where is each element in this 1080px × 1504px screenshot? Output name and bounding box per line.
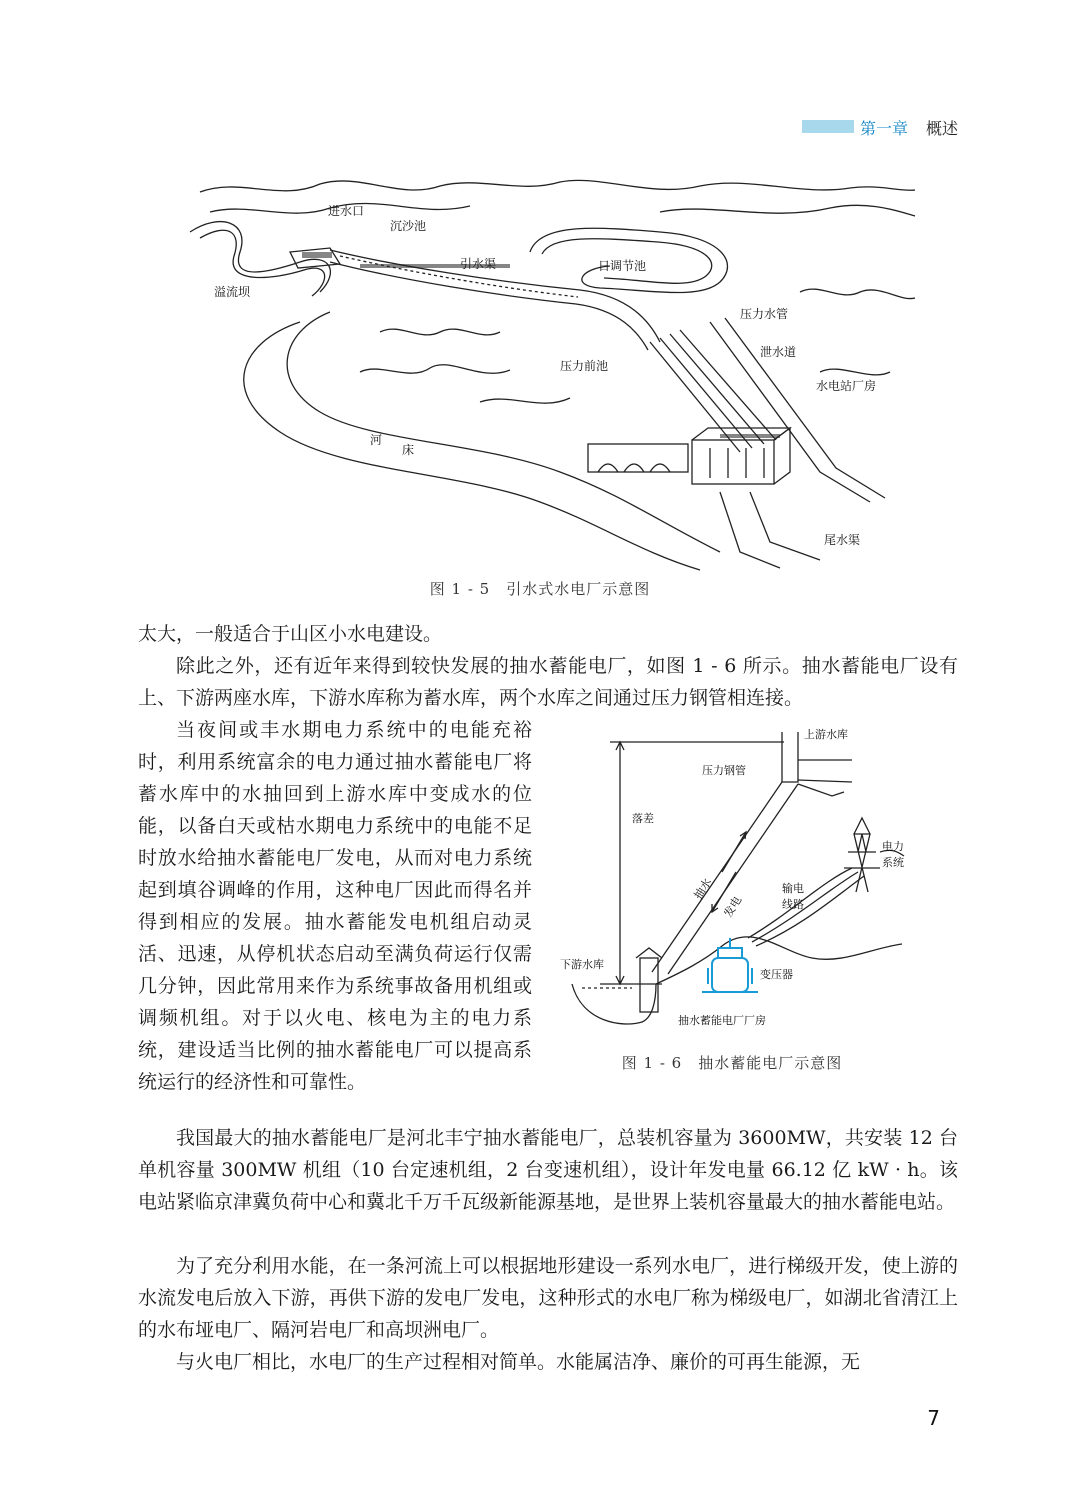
label-settling-basin: 沉沙池 [390, 219, 427, 233]
figure-pumped-storage-plant [552, 722, 912, 1042]
label-head: 落差 [632, 812, 654, 825]
label-generating: 发电 [721, 894, 745, 920]
pumped-storage-illustration [552, 722, 912, 1042]
label-daily-regulating-pond: 日调节池 [598, 259, 647, 273]
paragraph-3: 当夜间或丰水期电力系统中的电能充裕时，利用系统富余的电力通过抽水蓄能电厂将蓄水库中的水抽回到上游水库中变成水的位能，以备白天或枯水期电力系统中的电能不足时放水给抽水蓄能电厂发电，从而对电力系统起到填谷调峰的作用，这种电厂因此而得名并得到相应的发展。抽水蓄能发电机组启动灵活、迅速，从停机状态启动至满负荷运行仅需几分钟，因此常用来作为系统事故备用机组或调频机组。对于以火电、核电为主的电力系统，建设适当比例的抽水蓄能电厂可以提高系统运行的经济性和可靠性。 [138, 719, 532, 1093]
header-accent-bar [802, 120, 854, 133]
label-power-system-2: 系统 [882, 856, 904, 869]
label-lower-reservoir: 下游水库 [560, 958, 604, 971]
label-powerhouse: 水电站厂房 [816, 379, 877, 393]
diversion-plant-illustration [180, 172, 920, 572]
label-powerhouse-storage: 抽水蓄能电厂厂房 [678, 1014, 766, 1027]
paragraph-5: 为了充分利用水能，在一条河流上可以根据地形建设一系列水电厂，进行梯级开发，使上游的水流发电后放入下游，再供下游的发电厂发电，这种形式的水电厂称为梯级电厂，如湖北省清江上的水布垭电厂、隔河岩电厂和高坝洲电厂。 [138, 1255, 958, 1341]
paragraph-4: 我国最大的抽水蓄能电厂是河北丰宁抽水蓄能电厂，总装机容量为 3600MW，共安装 12 台单机容量 300MW 机组（10 台定速机组，2 台变速机组），设计年发电量 66.12 亿 kW · h。该电站紧临京津冀负荷中心和冀北千万千瓦级新能源基地，是世界上装机容量最大的抽水蓄能电站。 [138, 1127, 958, 1213]
label-power-system-1: 电力 [882, 840, 904, 853]
label-spillway-dam: 溢流坝 [214, 285, 251, 299]
paragraph-2: 除此之外，还有近年来得到较快发展的抽水蓄能电厂，如图 1 - 6 所示。抽水蓄能电厂设有上、下游两座水库，下游水库称为蓄水库，两个水库之间通过压力钢管相连接。 [138, 655, 958, 709]
header-chapter: 第一章 [860, 119, 909, 138]
page-number: 7 [927, 1406, 940, 1430]
figure1-caption: 图 1 - 5 引水式水电厂示意图 [429, 580, 651, 598]
label-pumping: 抽水 [691, 876, 715, 902]
label-forebay: 压力前池 [560, 359, 609, 373]
running-header [800, 116, 960, 144]
label-river-bed-1: 河 [370, 433, 383, 447]
label-river-bed-2: 床 [402, 443, 415, 457]
label-transformer: 变压器 [760, 968, 793, 981]
label-intake: 进水口 [328, 204, 365, 218]
label-headrace-canal: 引水渠 [460, 257, 497, 271]
label-upper-reservoir: 上游水库 [804, 728, 848, 741]
label-penstock: 压力水管 [740, 307, 789, 321]
figure2-caption: 图 1 - 6 抽水蓄能电厂示意图 [621, 1054, 843, 1072]
paragraph-1: 太大，一般适合于山区小水电建设。 [138, 623, 443, 645]
paragraph-6: 与火电厂相比，水电厂的生产过程相对简单。水能属洁净、廉价的可再生能源，无 [176, 1351, 861, 1373]
label-transmission-2: 线路 [782, 898, 804, 911]
label-spillway-channel: 泄水道 [760, 345, 797, 359]
header-title: 概述 [926, 119, 959, 138]
label-penstock-steel: 压力钢管 [702, 764, 746, 777]
label-transmission-1: 输电 [782, 882, 804, 895]
label-tailrace: 尾水渠 [824, 533, 861, 547]
figure-diversion-hydropower-plant [180, 172, 920, 572]
